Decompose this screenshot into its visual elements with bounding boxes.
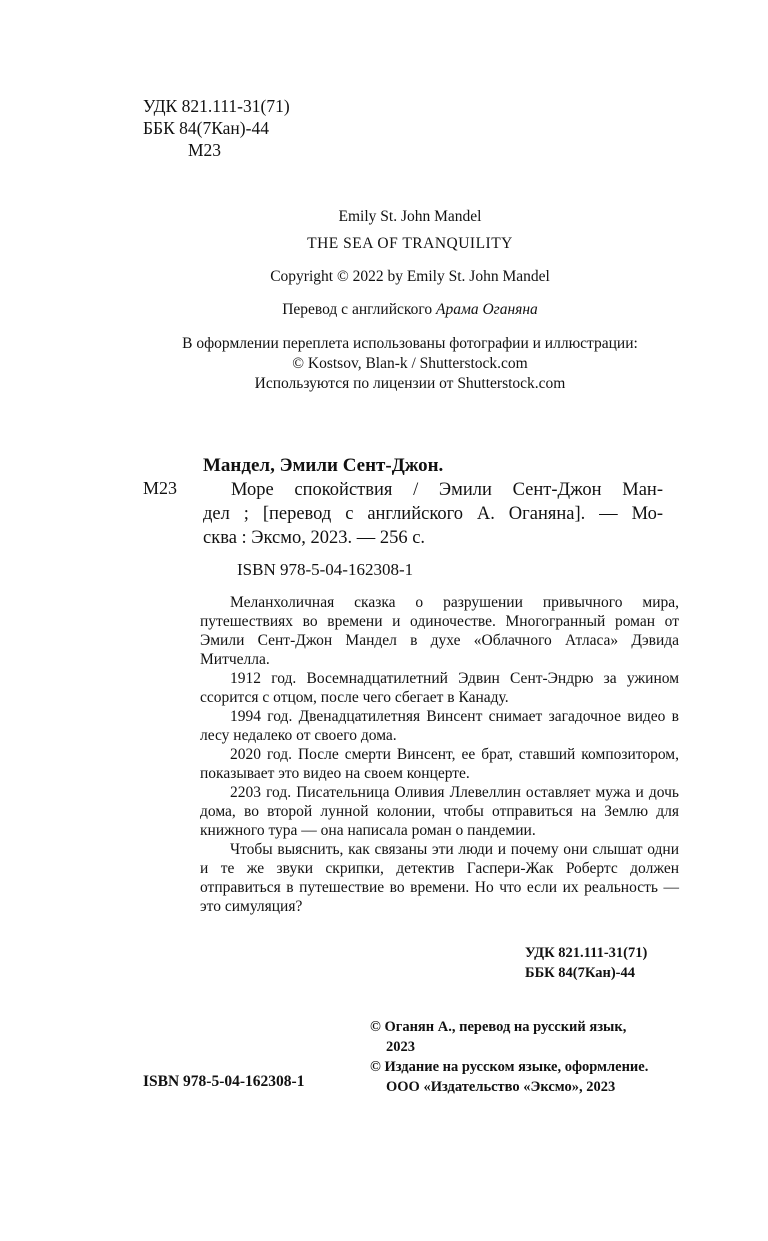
annotation-paragraph: 1912 год. Восемнадцатилетний Эдвин Сент-Эндрю за ужином ссорится с отцом, после чего сбегает в Канаду.	[200, 670, 679, 706]
footer-copyrights	[370, 1017, 648, 1097]
catalog-line: Море спокойствия / Эмили Сент-Джон Ман-	[231, 480, 663, 500]
illustration-credits	[100, 334, 720, 394]
catalog-line: сква : Эксмо, 2023. — 256 с.	[203, 528, 426, 548]
annotation	[200, 593, 679, 916]
publisher-copyright: ООО «Издательство «Эксмо», 2023	[386, 1079, 616, 1095]
footer-isbn: ISBN 978-5-04-162308-1	[143, 1073, 305, 1090]
illustration-credit-line: В оформлении переплета использованы фотографии и иллюстрации:	[182, 335, 638, 352]
translator-name: Арама Оганяна	[435, 301, 538, 318]
annotation-paragraph: 2203 год. Писательница Оливия Ллевеллин оставляет мужа и дочь дома, во второй лунной колонии, чтобы отправиться на Землю для книжного тура — она написала роман о пандемии.	[200, 784, 679, 839]
catalog-heading: Мандел, Эмили Сент-Джон.	[203, 455, 444, 476]
annotation-paragraph: Чтобы выяснить, как связаны эти люди и почему они слышат одни и те же звуки скрипки, детектив Гаспери-Жак Робертс должен отправиться в путешествие во времени. Но что если их реальность — это симуляция?	[200, 841, 679, 915]
original-author: Emily St. John Mandel	[338, 208, 482, 225]
translation-prefix: Перевод с английского	[282, 301, 433, 318]
catalog-entry	[203, 478, 663, 550]
original-title: THE SEA OF TRANQUILITY	[307, 235, 513, 252]
udk-code: УДК 821.111-31(71)	[143, 96, 290, 116]
footer-udk: УДК 821.111-31(71)	[525, 945, 648, 961]
classification-codes	[143, 95, 290, 161]
translation-copyright-year: 2023	[386, 1039, 415, 1055]
translation-copyright: © Оганян А., перевод на русский язык,	[370, 1019, 627, 1035]
catalog-line: дел ; [перевод с английского А. Оганяна]. — Мо-	[203, 504, 663, 524]
bbk-code: ББК 84(7Кан)-44	[143, 118, 269, 138]
footer-bbk: ББК 84(7Кан)-44	[525, 965, 635, 981]
edition-copyright: © Издание на русском языке, оформление.	[370, 1059, 649, 1075]
annotation-paragraph: 2020 год. После смерти Винсент, ее брат, ставший композитором, показывает это видео на своем концерте.	[200, 746, 679, 782]
footer-classification	[525, 943, 647, 983]
annotation-paragraph: 1994 год. Двенадцатилетняя Винсент снимает загадочное видео в лесу недалеко от своего дома.	[200, 708, 679, 744]
translation-credit	[100, 301, 720, 319]
illustration-credit-line: © Kostsov, Blan-k / Shutterstock.com	[292, 355, 528, 372]
catalog-author-mark: М23	[143, 478, 178, 498]
annotation-paragraph: Меланхоличная сказка о разрушении привычного мира, путешествиях во времени и одиночестве. Многогранный роман от Эмили Сент-Джон Мандел в духе «Облачного Атласа» Дэвида Митчелла.	[200, 594, 679, 668]
illustration-credit-line: Используются по лицензии от Shutterstock.com	[254, 375, 566, 392]
copyright-line: Copyright © 2022 by Emily St. John Mandel	[270, 268, 550, 285]
catalog-isbn: ISBN 978-5-04-162308-1	[237, 560, 414, 579]
author-mark: М23	[188, 140, 222, 160]
